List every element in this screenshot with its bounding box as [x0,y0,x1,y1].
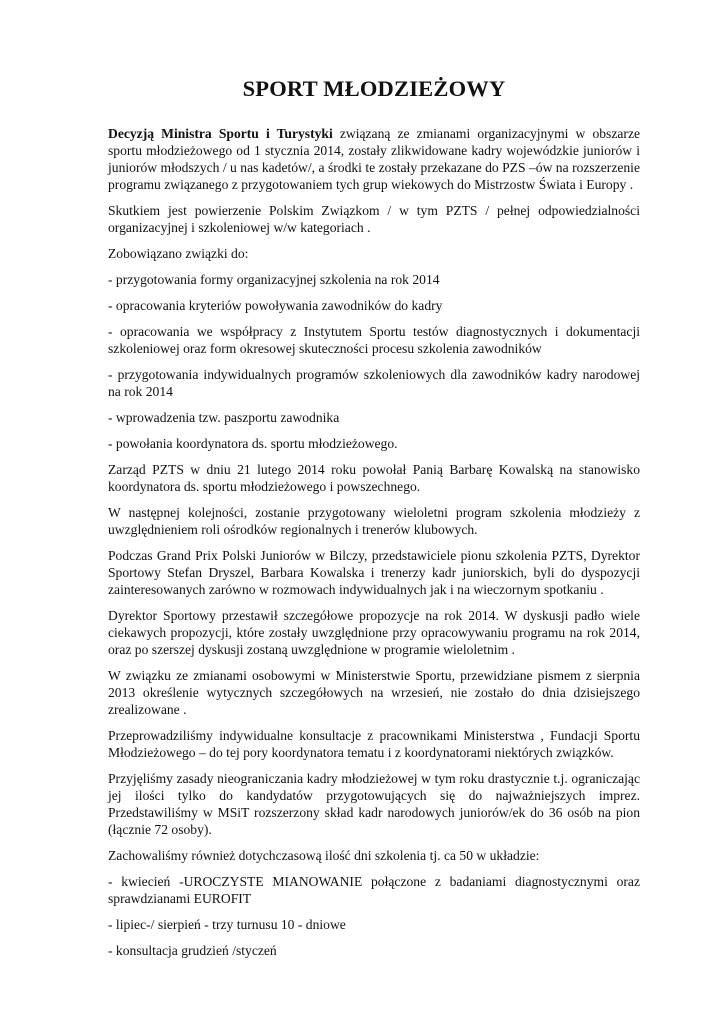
paragraph-board-decision: Zarząd PZTS w dniu 21 lutego 2014 roku powołał Panią Barbarę Kowalską na stanowisko koordynatora ds. sportu młodzieżowego i powszechnego. [108,462,640,494]
list-item-diagnostics: - opracowania we współpracy z Instytutem Sportu testów diagnostycznych i dokumentacji szkoleniowej oraz form okresowej skuteczności procesu szkolenia zawodników [108,324,640,356]
intro-paragraph [108,125,640,193]
list-item-passport: - wprowadzenia tzw. paszportu zawodnika [108,410,340,425]
list-item-programs: - przygotowania indywidualnych programów szkoleniowych dla zawodników kadry narodowej na rok 2014 [108,367,640,399]
list-item-criteria: - opracowania kryteriów powoływania zawodników do kadry [108,298,443,313]
document-page [108,74,640,968]
intro-lead-rest: związaną ze zmianami organizacyjnymi w obszarze sportu młodzieżowego od 1 stycznia 2014, zostały zlikwidowane kadry wojewódzkie juniorów i juniorów młodszych / u nas kadetów/, a środki te zostały przekazane do PZS –ów na rozszerzenie programu związanego z przygotowaniem tych grup wiekowych do Mistrzostw Świata i Europy . [108,126,641,192]
paragraph-director-proposals: Dyrektor Sportowy przestawił szczegółowe propozycje na rok 2014. W dyskusji padło wiele ciekawych propozycji, które zostały uwzględnione przy opracowywaniu programu na rok 2014, oraz po szerszej dyskusji zostaną uwzględnione w programie wieloletnim . [108,608,640,657]
paragraph-principles: Przyjęliśmy zasady nieograniczania kadry młodzieżowej w tym roku drastycznie t.j. ograniczając jej ilości tylko do kandydatów przygotowujących się do najważniejszych imprez. Przedstawiliśmy w MSiT rozszerzony skład kadr narodowych juniorów/ek do 36 osób na pion (łącznie 72 osoby). [108,771,640,837]
paragraph-responsibility: Skutkiem jest powierzenie Polskim Związkom / w tym PZTS / pełnej odpowiedzialności organizacyjnej i szkoleniowej w/w kategoriach . [108,203,640,235]
list-item-organisation: - przygotowania formy organizacyjnej szkolenia na rok 2014 [108,272,440,287]
intro-lead-bold: Decyzją Ministra Sportu i Turystyki [108,126,333,141]
paragraph-obligations-heading: Zobowiązano związki do: [108,246,249,261]
document-title: SPORT MŁODZIEŻOWY [242,76,506,101]
paragraph-ministry-changes: W związku ze zmianami osobowymi w Ministerstwie Sportu, przewidziane pismem z sierpnia 2013 określenie wytycznych szczegółowych na wrzesień, nie zostało do dnia dzisiejszego zrealizowane . [108,668,640,717]
paragraph-grand-prix: Podczas Grand Prix Polski Juniorów w Bilczy, przedstawiciele pionu szkolenia PZTS, Dyrektor Sportowy Stefan Dryszel, Barbara Kowalska i trenerzy kadr juniorskich, byli do dyspozycji zainteresowanych zarówno w rozmowach indywidualnych jak i na wieczornym spotkaniu . [108,548,640,597]
list-item-april: - kwiecień -UROCZYSTE MIANOWANIE połączone z badaniami diagnostycznymi oraz sprawdzianami EUROFIT [108,874,640,906]
paragraph-program: W następnej kolejności, zostanie przygotowany wieloletni program szkolenia młodzieży z uwzględnieniem roli ośrodków regionalnych i trenerów klubowych. [108,505,640,537]
list-item-winter: - konsultacja grudzień /styczeń [108,943,277,958]
list-item-summer: - lipiec-/ sierpień - trzy turnusu 10 - dniowe [108,917,346,932]
list-item-coordinator: - powołania koordynatora ds. sportu młodzieżowego. [108,436,398,451]
paragraph-training-days: Zachowaliśmy również dotychczasową ilość dni szkolenia tj. ca 50 w układzie: [108,848,540,863]
paragraph-consultations: Przeprowadziliśmy indywidualne konsultacje z pracownikami Ministerstwa , Fundacji Sportu Młodzieżowego – do tej pory koordynatora tematu i z koordynatorami niektórych związków. [108,728,640,760]
